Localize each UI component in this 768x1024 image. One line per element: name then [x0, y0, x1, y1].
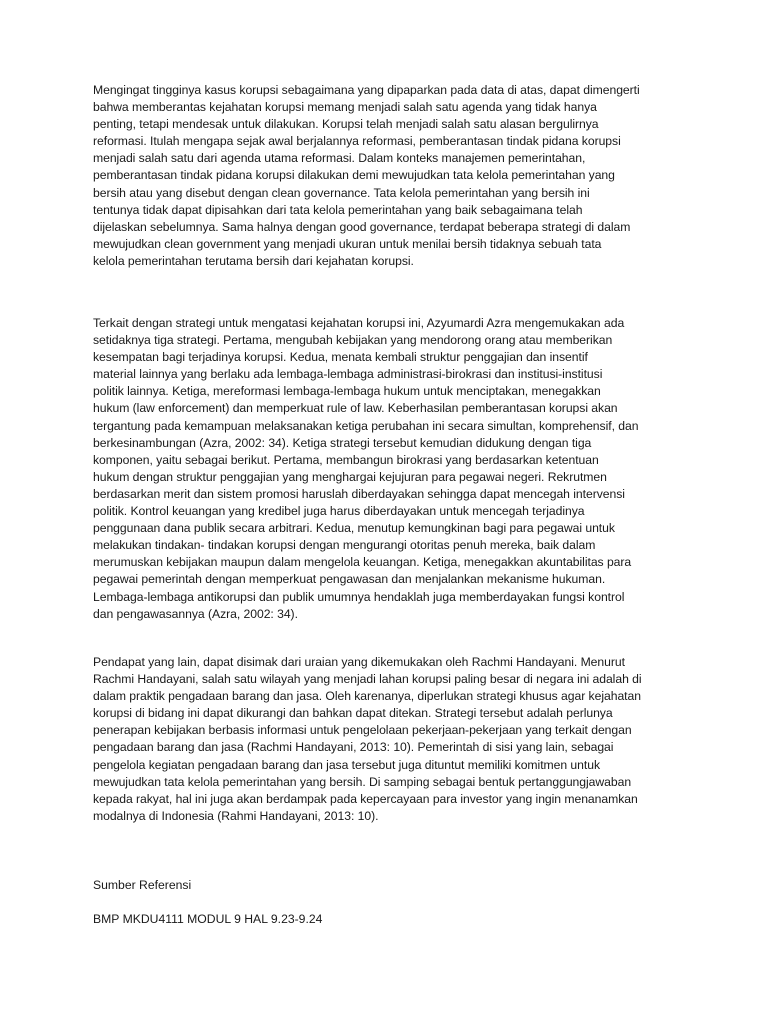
text-line: pengelola kegiatan pengadaan barang dan jasa tersebut juga dituntut memiliki komitmen untuk — [93, 757, 600, 772]
references-heading: Sumber Referensi — [93, 878, 192, 892]
text-line: kesempatan bagi terjadinya korupsi. Kedua, menata kembali struktur penggajian dan insentif — [93, 350, 588, 365]
text-line: Mengingat tingginya kasus korupsi sebagaimana yang dipaparkan pada data di atas, dapat dimengerti — [93, 83, 640, 97]
text-line: reformasi. Itulah mengapa sejak awal berjalannya reformasi, pemberantasan tindak pidana korupsi — [93, 134, 621, 149]
paragraph-1 — [93, 82, 640, 270]
text-line: material lainnya yang berlaku ada lembaga-lembaga administrasi-birokrasi dan institusi-institusi — [93, 367, 603, 382]
text-line: hukum dengan struktur penggajian yang menghargai kejujuran para pegawai negeri. Rekrutmen — [93, 469, 607, 484]
text-line: modalnya di Indonesia (Rahmi Handayani, 2013: 10). — [93, 808, 379, 823]
text-line: Pendapat yang lain, dapat disimak dari uraian yang dikemukakan oleh Rachmi Handayani. Menurut — [93, 655, 625, 669]
text-line: penggunaan dana publik secara arbitrari. Kedua, menutup kemungkinan bagi para pegawai untuk — [93, 521, 615, 536]
text-line: setidaknya tiga strategi. Pertama, mengubah kebijakan yang mendorong orang atau memberikan — [93, 333, 613, 348]
text-line: penerapan kebijakan berbasis informasi untuk pengelolaan pekerjaan-pekerjaan yang terkait dengan — [93, 723, 632, 738]
paragraph-3 — [93, 654, 642, 825]
text-line: mewujudkan tata kelola pemerintahan yang bersih. Di samping sebagai bentuk pertanggungjawaban — [93, 774, 632, 789]
text-line: bahwa memberantas kejahatan korupsi memang menjadi salah satu agenda yang tidak hanya — [93, 100, 597, 115]
text-line: tentunya tidak dapat dipisahkan dari tata kelola pemerintahan yang baik sebagaimana telah — [93, 202, 583, 217]
text-line: pegawai pemerintah dengan memperkuat pengawasan dan menjalankan mekanisme hukuman. — [93, 572, 606, 587]
paragraph-2 — [93, 315, 638, 623]
text-line: Terkait dengan strategi untuk mengatasi kejahatan korupsi ini, Azyumardi Azra mengemukakan ada — [93, 316, 625, 330]
text-line: kepada rakyat, hal ini juga akan berdampak pada kepercayaan para investor yang ingin menanamkan — [93, 791, 638, 806]
text-line: mewujudkan clean government yang menjadi ukuran untuk menilai bersih tidaknya sebuah tata — [93, 236, 602, 251]
text-line: pemberantasan tindak pidana korupsi dilakukan demi mewujudkan tata kelola pemerintahan yang — [93, 168, 615, 183]
text-line: hukum (law enforcement) dan memperkuat rule of law. Keberhasilan pemberantasan korupsi akan — [93, 401, 618, 416]
text-line: melakukan tindakan- tindakan korupsi dengan mengurangi otoritas penuh mereka, baik dalam — [93, 538, 596, 553]
text-line: pengadaan barang dan jasa (Rachmi Handayani, 2013: 10). Pemerintah di sisi yang lain, sebagai — [93, 740, 614, 755]
text-line: penting, tetapi mendesak untuk dilakukan. Korupsi telah menjadi salah satu alasan bergulirnya — [93, 117, 599, 132]
text-line: politik lainnya. Ketiga, mereformasi lembaga-lembaga hukum untuk menciptakan, menegakkan — [93, 384, 601, 399]
text-line: berkesinambungan (Azra, 2002: 34). Ketiga strategi tersebut kemudian didukung dengan tiga — [93, 435, 592, 450]
text-line: Rachmi Handayani, salah satu wilayah yang menjadi lahan korupsi paling besar di negara ini adalah di — [93, 672, 642, 687]
text-line: dalam praktik pengadaan barang dan jasa. Oleh karenanya, diperlukan strategi khusus agar kejahatan — [93, 689, 641, 704]
text-line: komponen, yaitu sebagai berikut. Pertama, membangun birokrasi yang berdasarkan ketentuan — [93, 452, 599, 467]
text-line: tergantung pada kemampuan melaksanakan ketiga perubahan ini secara simultan, komprehensif, dan — [93, 418, 639, 433]
reference-item: BMP MKDU4111 MODUL 9 HAL 9.23-9.24 — [93, 912, 323, 926]
text-line: dan pengawasannya (Azra, 2002: 34). — [93, 606, 298, 621]
text-line: politik. Kontrol keuangan yang kredibel juga harus diberdayakan untuk mencegah terjadinya — [93, 504, 585, 519]
text-line: merumuskan kebijakan maupun dalam mengelola keuangan. Ketiga, menegakkan akuntabilitas para — [93, 555, 632, 570]
text-line: berdasarkan merit dan sistem promosi haruslah diberdayakan sehingga dapat mencegah intervensi — [93, 486, 625, 501]
text-line: dijelaskan sebelumnya. Sama halnya dengan good governance, terdapat beberapa strategi di dalam — [93, 219, 631, 234]
text-line: bersih atau yang disebut dengan clean governance. Tata kelola pemerintahan yang bersih ini — [93, 185, 590, 200]
text-line: korupsi di bidang ini dapat dikurangi dan bahkan dapat ditekan. Strategi tersebut adalah perlunya — [93, 706, 613, 721]
text-line: Lembaga-lembaga antikorupsi dan publik umumnya hendaklah juga memberdayakan fungsi kontrol — [93, 589, 625, 604]
text-line: kelola pemerintahan terutama bersih dari kejahatan korupsi. — [93, 253, 414, 268]
text-line: menjadi salah satu dari agenda utama reformasi. Dalam konteks manajemen pemerintahan, — [93, 151, 586, 166]
